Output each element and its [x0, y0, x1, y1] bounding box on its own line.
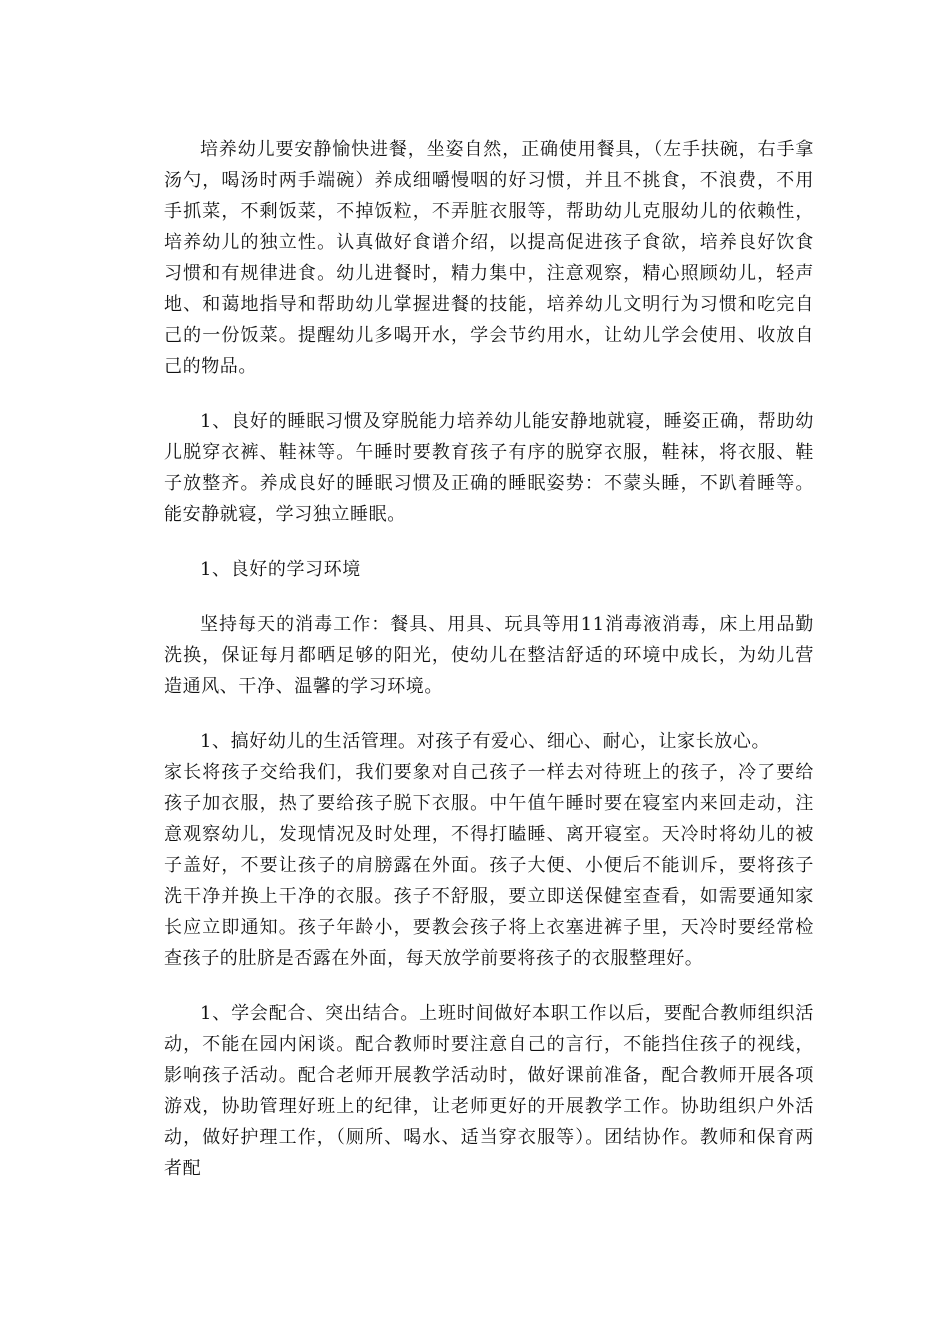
paragraph-sleep-habits: 1、良好的睡眠习惯及穿脱能力培养幼儿能安静地就寝，睡姿正确，帮助幼儿脱穿衣裤、鞋袜等。午睡时要教育孩子有序的脱穿衣服，鞋袜，将衣服、鞋子放整齐。养成良好的睡眠习惯及正确的睡眠姿势：不蒙头睡，不趴着睡等。能安静就寝，学习独立睡眠。 — [164, 411, 814, 525]
paragraph-meal-habits: 培养幼儿要安静愉快进餐，坐姿自然，正确使用餐具，（左手扶碗，右手拿汤勺，喝汤时两手端碗）养成细嚼慢咽的好习惯，并且不挑食，不浪费，不用手抓菜，不剩饭菜，不掉饭粒，不弄脏衣服等，帮助幼儿克服幼儿的依赖性，培养幼儿的独立性。认真做好食谱介绍，以提高促进孩子食欲，培养良好饮食习惯和有规律进食。幼儿进餐时，精力集中，注意观察，精心照顾幼儿，轻声地、和蔼地指导和帮助幼儿掌握进餐的技能，培养幼儿文明行为习惯和吃完自己的一份饭菜。提醒幼儿多喝开水，学会节约用水，让幼儿学会使用、收放自己的物品。 — [164, 139, 814, 377]
paragraph-disinfection: 坚持每天的消毒工作：餐具、用具、玩具等用11消毒液消毒，床上用品勤洗换，保证每月都晒足够的阳光，使幼儿在整洁舒适的环境中成长，为幼儿营造通风、干净、温馨的学习环境。 — [164, 614, 814, 697]
paragraph-life-management — [164, 726, 814, 974]
paragraph-learning-environment-heading: 1、良好的学习环境 — [200, 559, 361, 580]
life-management-body: 家长将孩子交给我们，我们要象对自己孩子一样去对待班上的孩子，冷了要给孩子加衣服，热了要给孩子脱下衣服。中午值午睡时要在寝室内来回走动，注意观察幼儿，发现情况及时处理，不得打瞌睡、离开寝室。天冷时将幼儿的被子盖好，不要让孩子的肩膀露在外面。孩子大便、小便后不能训斥，要将孩子洗干净并换上干净的衣服。孩子不舒服，要立即送保健室查看，如需要通知家长应立即通知。孩子年龄小，要教会孩子将上衣塞进裤子里，天冷时要经常检查孩子的肚脐是否露在外面，每天放学前要将孩子的衣服整理好。 — [164, 762, 814, 969]
life-management-first-line: 1、搞好幼儿的生活管理。对孩子有爱心、细心、耐心，让家长放心。 — [200, 731, 771, 752]
paragraph-cooperation: 1、学会配合、突出结合。上班时间做好本职工作以后，要配合教师组织活动，不能在园内闲谈。配合教师时要注意自己的言行，不能挡住孩子的视线，影响孩子活动。配合老师开展教学活动时，做好课前准备，配合教师开展各项游戏，协助管理好班上的纪律，让老师更好的开展教学工作。协助组织户外活动，做好护理工作，（厕所、喝水、适当穿衣服等）。团结协作。教师和保育两者配 — [164, 1003, 814, 1179]
document-body — [164, 134, 814, 1208]
